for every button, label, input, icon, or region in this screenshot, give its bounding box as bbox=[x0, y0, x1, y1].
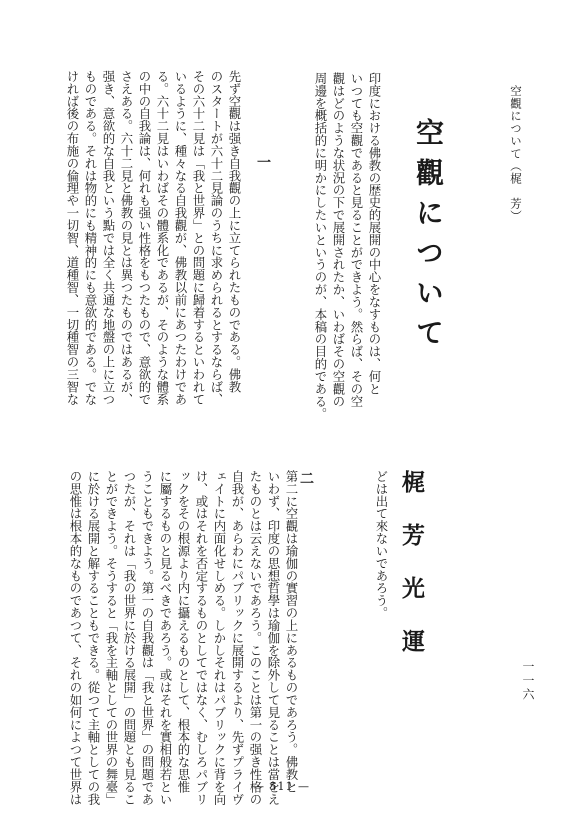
running-header: 空觀について（梶 芳） bbox=[509, 85, 523, 223]
text-line: の思惟は根本的なものであつて、それの如何によつて世界は bbox=[68, 470, 83, 806]
text-line: たものとは云えないであろう。このことは第一の强き性格の bbox=[248, 470, 263, 806]
intro-paragraph bbox=[311, 72, 383, 762]
text-line: いつても空觀であると見ることができよう。然らば、その空 bbox=[349, 72, 364, 408]
text-line: さえある。六十二見と佛教の見とは異つたものではあるが、 bbox=[119, 70, 134, 406]
text-line: その六十二見は「我と世界」との問題に歸着するといわれて bbox=[191, 70, 206, 406]
author-name: 梶芳光運 bbox=[398, 470, 425, 682]
footer-page-number: — 511 — bbox=[253, 780, 310, 793]
text-line: 周邊を概括的に明かにしたいというのが、本稿の目的である。 bbox=[313, 72, 328, 420]
text-line: 强き、意欲的な自我という點では全く共通な地盤の上に立つ bbox=[101, 70, 116, 406]
text-line: ければ後の布施の倫理や一切智、道種智、一切種智の三智な bbox=[65, 70, 80, 406]
article-title: 空觀について bbox=[412, 118, 445, 358]
text-line: る。六十二見はいわばその體系化であるが、そのような體系 bbox=[155, 70, 170, 406]
text-line: いわず、印度の思想哲學は瑜伽を除外して見ることは當をえ bbox=[266, 470, 281, 806]
text-line: 第二に空觀は瑜伽の實習の上にあるものであろう。佛教と bbox=[284, 470, 299, 793]
text-line: 先ず空觀は强き自我觀の上に立てられたものである。佛教 bbox=[227, 70, 242, 393]
text-line: いるように、種々なる自我觀が、佛教以前にあつたわけであ bbox=[173, 70, 188, 406]
text-line: の中の自我論は、何れも强い性格をもつたもので、意欲的で bbox=[137, 70, 152, 406]
text-line: 印度における佛教の歴史的展開の中心をなすものは、何と bbox=[367, 72, 382, 395]
section-heading: 二 bbox=[298, 471, 314, 485]
text-line: ェイトに内面化せしめる。しかしそれはパブリックに背を向 bbox=[212, 470, 227, 806]
text-line: うこともできよう。第一の自我觀は「我と世界」の問題であ bbox=[140, 470, 155, 806]
section-heading: 一 bbox=[255, 155, 271, 169]
text-line: け、或はそれを否定するものとしてではなく、むしろパブリ bbox=[194, 470, 209, 806]
text-line: つたが、それは「我の世界に於ける展開」の問題とも見るこ bbox=[122, 470, 137, 806]
text-line: に於ける展開と解することもできる。從つて主軸としての我 bbox=[86, 470, 101, 806]
text-line: に屬するものと見るべきであろう。或はそれを實相般若とい bbox=[158, 470, 173, 806]
text-line: 自我が、あらわにパブリックに展開するより、先ずプライヴ bbox=[230, 470, 245, 806]
text-line: のスタートが六十二見論のうちに求められるとするならば、 bbox=[209, 70, 224, 406]
page-number: 一一六 bbox=[521, 660, 535, 702]
text-line: ックをその根源より内に攝えるものとして、根本的な思惟 bbox=[176, 470, 191, 793]
text-line: 觀はどのような状況の下で展開されたか、いわばその空觀の bbox=[331, 72, 346, 408]
text-line: ものである。それは物的にも精神的にも意欲的である。でな bbox=[83, 70, 98, 406]
text-line: どは出て來ないであろう。 bbox=[374, 470, 389, 620]
text-line: とができよう。そうすると「我を主軸としての世界の舞臺」 bbox=[104, 470, 119, 806]
